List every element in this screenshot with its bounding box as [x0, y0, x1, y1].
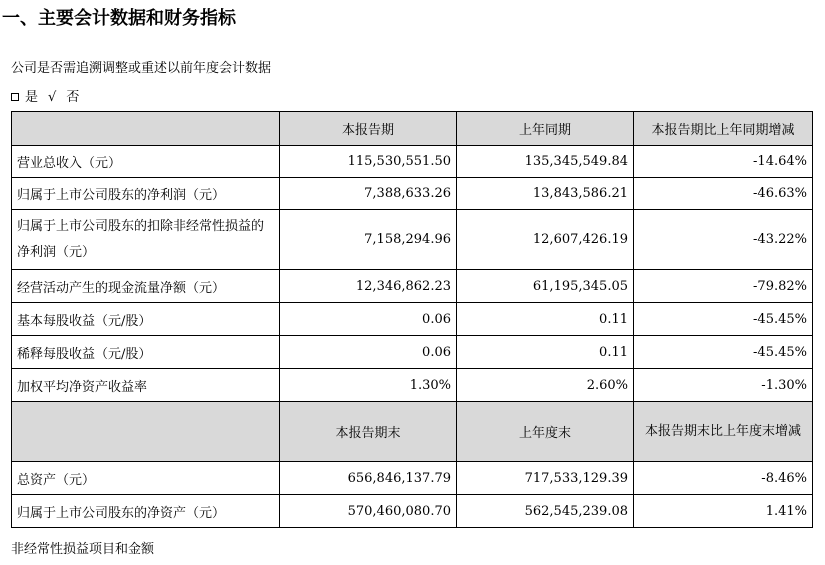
row-value-prior: 13,843,586.21: [457, 178, 634, 210]
row-label: 稀释每股收益（元/股）: [12, 336, 280, 369]
non-recurring-items-heading: 非经常性损益项目和金额: [11, 542, 155, 557]
row-value-current: 7,158,294.96: [280, 210, 457, 270]
row-value-prior: 0.11: [457, 303, 634, 336]
row-value-prior: 135,345,549.84: [457, 146, 634, 178]
row-value-current: 7,388,633.26: [280, 178, 457, 210]
checkbox-icon: [11, 93, 19, 101]
table-row: [12, 495, 813, 528]
financial-indicators-table: [11, 111, 813, 528]
table-row: [12, 303, 813, 336]
table-row: [12, 178, 813, 210]
answer-yes: 是: [25, 90, 39, 105]
row-value-current: 0.06: [280, 336, 457, 369]
row-value-change: -45.45%: [634, 303, 813, 336]
restatement-question: 公司是否需追溯调整或重述以前年度会计数据: [11, 61, 272, 76]
row-label: 营业总收入（元）: [12, 146, 280, 178]
table-row: [12, 270, 813, 303]
row-label: 总资产（元）: [12, 462, 280, 495]
table-row: [12, 369, 813, 402]
row-value-current: 115,530,551.50: [280, 146, 457, 178]
row-label: 归属于上市公司股东的扣除非经常性损益的净利润（元）: [12, 210, 280, 270]
row-value-current: 1.30%: [280, 369, 457, 402]
row-value-current: 0.06: [280, 303, 457, 336]
table-row: [12, 210, 813, 270]
row-value-change: 1.41%: [634, 495, 813, 528]
section-heading: 一、主要会计数据和财务指标: [2, 8, 236, 29]
table-header-row: [12, 112, 813, 146]
row-value-prior: 2.60%: [457, 369, 634, 402]
row-value-current: 12,346,862.23: [280, 270, 457, 303]
row-value-current: 656,846,137.79: [280, 462, 457, 495]
answer-no: 否: [66, 90, 80, 105]
row-value-prior: 12,607,426.19: [457, 210, 634, 270]
row-value-change: -46.63%: [634, 178, 813, 210]
header-current-period: 本报告期: [280, 112, 457, 146]
header-period-change: 本报告期比上年同期增减: [634, 112, 813, 146]
row-value-change: -43.22%: [634, 210, 813, 270]
row-value-prior: 717,533,129.39: [457, 462, 634, 495]
row-label: 经营活动产生的现金流量净额（元）: [12, 270, 280, 303]
table-row: [12, 336, 813, 369]
row-value-change: -1.30%: [634, 369, 813, 402]
header-year-end-change: 本报告期末比上年度末增减: [634, 402, 813, 462]
table-row: [12, 462, 813, 495]
row-value-current: 570,460,080.70: [280, 495, 457, 528]
row-value-change: -45.45%: [634, 336, 813, 369]
row-value-prior: 562,545,239.08: [457, 495, 634, 528]
header-blank-cell: [12, 112, 280, 146]
row-value-change: -14.64%: [634, 146, 813, 178]
header-prior-year-end: 上年度末: [457, 402, 634, 462]
row-value-prior: 0.11: [457, 336, 634, 369]
table-header-row: [12, 402, 813, 462]
restatement-answer: [11, 86, 79, 105]
check-mark: √: [48, 90, 57, 105]
row-label: 归属于上市公司股东的净利润（元）: [12, 178, 280, 210]
header-blank-cell: [12, 402, 280, 462]
row-value-change: -8.46%: [634, 462, 813, 495]
row-value-prior: 61,195,345.05: [457, 270, 634, 303]
header-period-end: 本报告期末: [280, 402, 457, 462]
table-row: [12, 146, 813, 178]
row-label: 归属于上市公司股东的净资产（元）: [12, 495, 280, 528]
row-label: 基本每股收益（元/股）: [12, 303, 280, 336]
header-prior-period: 上年同期: [457, 112, 634, 146]
row-label: 加权平均净资产收益率: [12, 369, 280, 402]
row-value-change: -79.82%: [634, 270, 813, 303]
